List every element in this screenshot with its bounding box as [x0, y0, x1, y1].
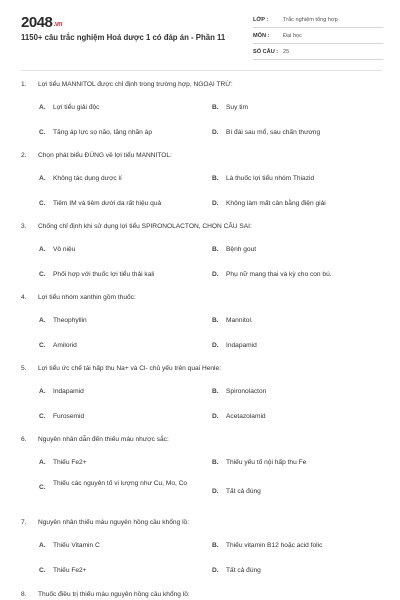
question-6: 6. Nguyên nhân dẫn đến thiếu máu nhược sắc: A. Thiếu Fe2+ B. Thiếu yếu tố nội hấp thu Fe C. Thiếu các nguyên tố vi lượng như Cu, Mo, Co D. Tất cả đúng: [21, 436, 307, 495]
document-header: [0, 0, 400, 62]
meta-subject: MÔN : Đại học: [253, 27, 383, 44]
question-stem: 4. Lợi tiểu nhóm xanthin gồm thuốc:: [21, 294, 136, 301]
meta-question-count: SỐ CÂU : 25: [253, 43, 383, 60]
question-stem: 3. Chống chỉ định khi sử dụng lợi tiểu SPIRONOLACTON, CHỌN CÂU SAI:: [21, 223, 252, 230]
meta-class: LỚP : Trắc nghiệm tổng hợp: [253, 11, 383, 28]
question-2: 2. Chọn phát biểu ĐÚNG về lợi tiểu MANNITOL: A. Không tác dụng dược lí B. Là thuốc lợi tiểu nhóm Thiazid C. Tiêm IM và tiêm dưới da rất hiệu quả D. Không làm mất cân bằng điện giải: [21, 152, 326, 207]
question-7: 7. Nguyên nhân thiếu máu nguyên hồng cầu khổng lồ: A. Thiếu Vitamin C B. Thiếu vitamin B12 hoặc acid folic C. Thiếu Fe2+ D. Tất cả đúng: [21, 519, 323, 574]
question-stem: 7. Nguyên nhân thiếu máu nguyên hồng cầu khổng lồ:: [21, 519, 190, 526]
site-logo[interactable]: 2048.vn: [21, 14, 62, 31]
question-stem: 2. Chọn phát biểu ĐÚNG về lợi tiểu MANNITOL:: [21, 152, 172, 159]
question-4: 4. Lợi tiểu nhóm xanthin gồm thuốc: A. Theophyllin B. Mannitol. C. Amilorid D. Indapamid: [21, 294, 257, 349]
document-title: 1150+ câu trắc nghiệm Hoá dược 1 có đáp án - Phần 11: [21, 33, 226, 42]
question-stem: 1. Lợi tiểu MANNITOL được chỉ định trong trường hợp, NGOẠI TRỪ:: [21, 81, 233, 88]
header-divider: [21, 70, 382, 71]
question-3: 3. Chống chỉ định khi sử dụng lợi tiểu SPIRONOLACTON, CHỌN CÂU SAI: A. Vô niệu B. Bệnh gout C. Phối hợp với thuốc lợi tiểu thải kali D. Phụ nữ mang thai và kỳ cho con bú.: [21, 223, 332, 278]
question-stem: 6. Nguyên nhân dẫn đến thiếu máu nhược sắc:: [21, 436, 169, 443]
question-5: 5. Lợi tiểu ức chế tái hấp thu Na+ và Cl- chủ yếu trên quai Henle: A. Indapamid B. Spironolacton C. Furosemid D. Acetazolamid: [21, 365, 267, 420]
question-1: 1. Lợi tiểu MANNITOL được chỉ định trong trường hợp, NGOẠI TRỪ: A. Lợi tiểu giải độc B. Suy tim C. Tăng áp lực sọ não, tăng nhãn áp D. Bí đái sau mổ, sau chấn thương: [21, 81, 321, 136]
question-stem: 8. Thuốc điều trị thiếu máu nguyên hồng cầu khổng lồ:: [21, 591, 190, 598]
question-stem: 5. Lợi tiểu ức chế tái hấp thu Na+ và Cl- chủ yếu trên quai Henle:: [21, 365, 222, 372]
question-8: [0, 591, 400, 600]
